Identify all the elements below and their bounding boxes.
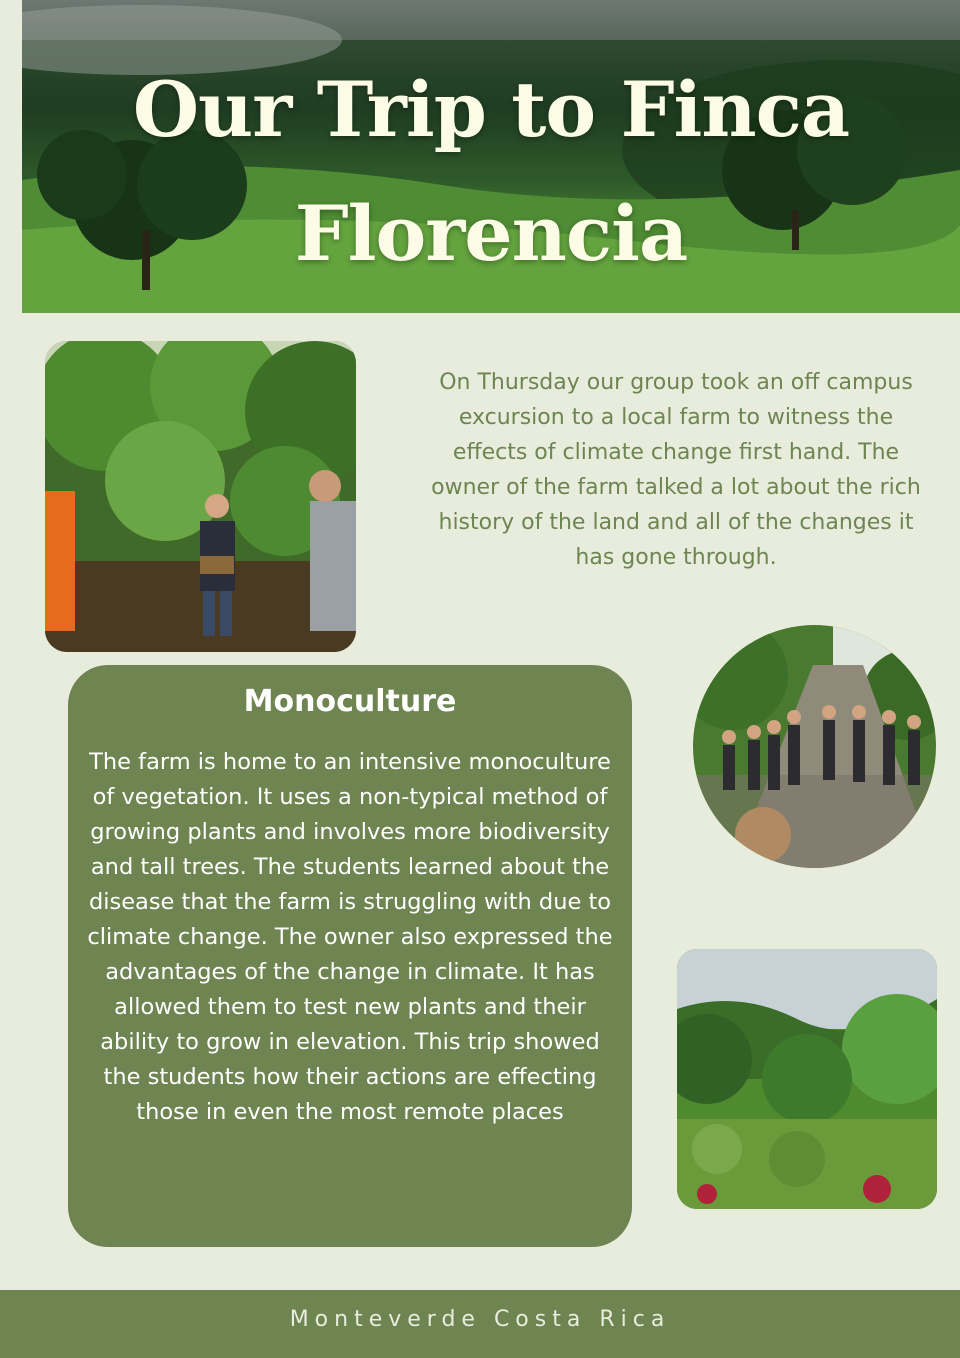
page-title: Our Trip to Finca Florencia xyxy=(132,65,850,278)
monoculture-body: The farm is home to an intensive monoculture of vegetation. It uses a non-typical method of growing plants and involves more biodiversity and tall trees. The students learned about the disease that the farm is struggling with due to climate change. The owner also expressed the advantages of the change in climate. It has allowed them to test new plants and their ability to grow in elevation. This trip showed the students how their actions are effecting those in even the most remote places xyxy=(87,749,613,1125)
monoculture-heading: Monoculture xyxy=(243,684,457,719)
hero-banner xyxy=(22,0,960,313)
footer-location: Monteverde Costa Rica xyxy=(289,1307,671,1332)
intro-paragraph: On Thursday our group took an off campus excursion to a local farm to witness the effects of climate change first hand. The owner of the farm talked a lot about the rich history of the land and all of the changes it has gone through. xyxy=(431,370,921,570)
farm-owner-photo xyxy=(45,341,356,652)
valley-vegetation-photo xyxy=(677,949,937,1209)
student-group-photo xyxy=(693,625,936,868)
